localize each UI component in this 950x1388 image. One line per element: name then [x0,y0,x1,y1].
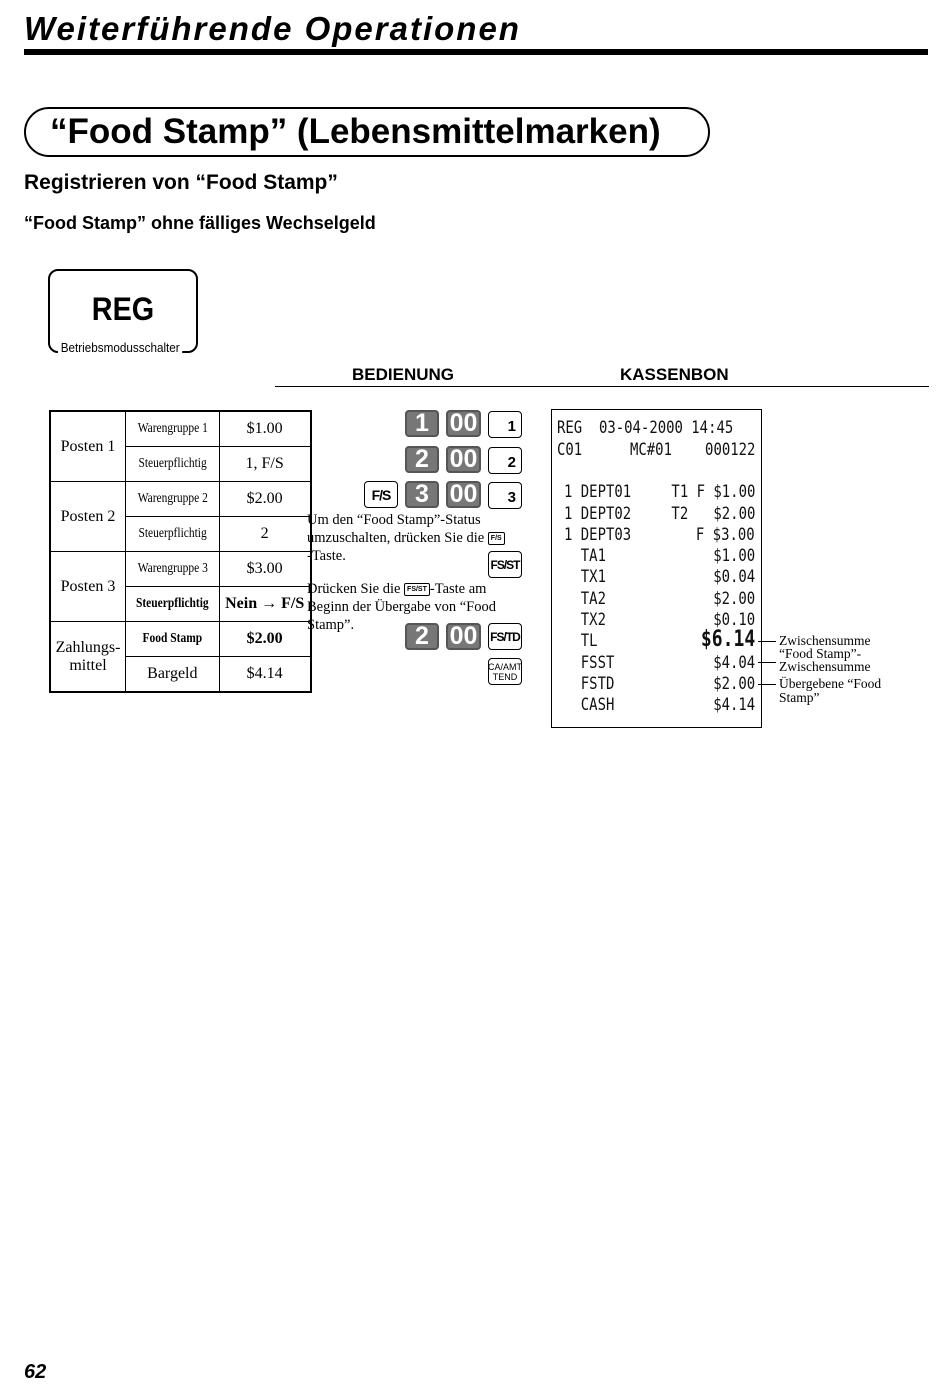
key-00[interactable]: 00 [446,623,481,650]
note-text: Drücken Sie die [307,581,401,597]
field-text: Warengruppe 3 [137,561,208,576]
section-title-text: “Food Stamp” (Lebensmittelmarken) [50,112,661,151]
subtitle-registering: Registrieren von “Food Stamp” [24,171,338,194]
section-title [24,107,710,157]
mode-switch-label: REG [91,291,155,327]
receipt-tail-value: $4.04 [713,653,755,673]
field-label [126,587,220,622]
note-text: -Taste am Beginn der Übergabe von “Food Stamp”. [307,581,496,633]
receipt-item-value: T2 $2.00 [671,504,755,524]
receipt-item-value: $0.10 [713,610,755,630]
field-value: Nein → F/S [219,587,311,622]
field-text: Warengruppe 2 [137,491,208,506]
inline-key-fs: F/S [488,532,505,545]
receipt-clerk: C01 [557,440,583,460]
receipt-number: 000122 [704,440,755,460]
key-ca-top: CA/AMT [488,661,523,672]
receipt-machine: MC#01 [630,440,672,460]
key-dept-1[interactable]: 1 [488,411,522,438]
key-fstd[interactable]: FS/TD [488,623,522,650]
field-value: $3.00 [219,552,311,587]
field-value: $2.00 [219,622,311,657]
receipt-item-label: TA1 [564,546,606,566]
receipt-item-label: TX1 [564,567,606,587]
key-ca-amt-tend[interactable] [488,658,522,685]
field-text: Food Stamp [142,631,203,646]
annotation-leader [758,684,776,685]
field-value: $1.00 [219,411,311,447]
item-label: Posten 3 [50,552,126,622]
table-row [50,482,311,517]
field-label [126,622,220,657]
key-00[interactable]: 00 [446,410,481,437]
item-label: Posten 2 [50,482,126,552]
receipt-total-value: $6.14 [700,627,755,652]
key-2[interactable]: 2 [405,623,439,650]
key-ca-bottom: TEND [492,671,518,682]
receipt-item-value: $2.00 [713,589,755,609]
chapter-title: Weiterführende Operationen [24,10,521,47]
key-3[interactable]: 3 [405,481,439,508]
receipt-item-label: TA2 [564,589,606,609]
receipt-tail-label: FSTD [564,674,615,694]
receipt-item-label: 1 DEPT01 [564,482,632,502]
receipt-item-label: 1 DEPT03 [564,525,632,545]
field-label [126,411,220,447]
mode-switch-caption: Betriebsmodusschalter [58,340,182,355]
inline-key-fsst: FS/ST [404,583,430,596]
annotation-fs-subtotal-2: Zwischensumme [779,659,871,674]
key-dept-2[interactable]: 2 [488,447,522,474]
column-rule [275,386,929,387]
column-head-receipt: KASSENBON [620,365,729,384]
note-text: -Taste. [307,548,346,564]
receipt-item-label: TX2 [564,610,606,630]
field-text: Steuerpflichtig [138,526,207,541]
field-value: $2.00 [219,482,311,517]
key-00[interactable]: 00 [446,481,481,508]
field-value: 2 [219,517,311,552]
receipt-item-value: $0.04 [713,567,755,587]
receipt-tail-value: $4.14 [713,695,755,715]
field-label [126,447,220,482]
page-number: 62 [24,1361,47,1383]
key-1[interactable]: 1 [405,410,439,437]
key-2[interactable]: 2 [405,446,439,473]
receipt-tail-value: $2.00 [713,674,755,694]
input-table [49,410,312,693]
annotation-leader [758,662,776,663]
annotation-fs-subtotal-1: “Food Stamp”- [779,646,862,661]
receipt [551,409,762,728]
subtitle-no-change: “Food Stamp” ohne fälliges Wechselgeld [24,213,376,233]
note-fs-toggle [307,511,507,565]
field-text: Steuerpflichtig [138,456,207,471]
receipt-header-line: REG 03-04-2000 14:45 [557,418,734,438]
table-row [50,411,311,447]
key-dept-3[interactable]: 3 [488,482,522,509]
key-00[interactable]: 00 [446,446,481,473]
receipt-total-label: TL [564,631,598,651]
field-label [126,517,220,552]
annotation-subtotal: Zwischensumme [779,633,871,648]
key-fs[interactable]: F/S [364,481,398,508]
field-text: Steuerpflichtig [135,596,209,611]
receipt-tail-label: CASH [564,695,615,715]
chapter-rule [24,49,928,55]
field-value: $4.14 [219,657,311,693]
table-row [50,552,311,587]
item-label: Posten 1 [50,411,126,482]
item-label: Zahlungs- mittel [50,622,126,693]
field-label [126,482,220,517]
table-row [50,622,311,657]
receipt-item-value: T1 F $1.00 [671,482,755,502]
receipt-tail-label: FSST [564,653,615,673]
annotation-leader [758,641,776,642]
field-label [126,657,220,693]
receipt-item-value: F $3.00 [696,525,755,545]
receipt-item-value: $1.00 [713,546,755,566]
receipt-item-label: 1 DEPT02 [564,504,632,524]
note-fsst [307,580,507,634]
note-text: Um den “Food Stamp”-Status umzuschalten, drücken Sie die [307,512,485,546]
field-text: Warengruppe 1 [137,421,208,436]
field-label [126,552,220,587]
field-text: Bargeld [147,665,198,682]
field-value: 1, F/S [219,447,311,482]
column-head-operation: BEDIENUNG [352,365,455,384]
annotation-fs-tendered-1: Übergebene “Food [779,676,882,691]
annotation-fs-tendered-2: Stamp” [779,690,820,705]
key-fsst[interactable]: FS/ST [488,551,522,578]
